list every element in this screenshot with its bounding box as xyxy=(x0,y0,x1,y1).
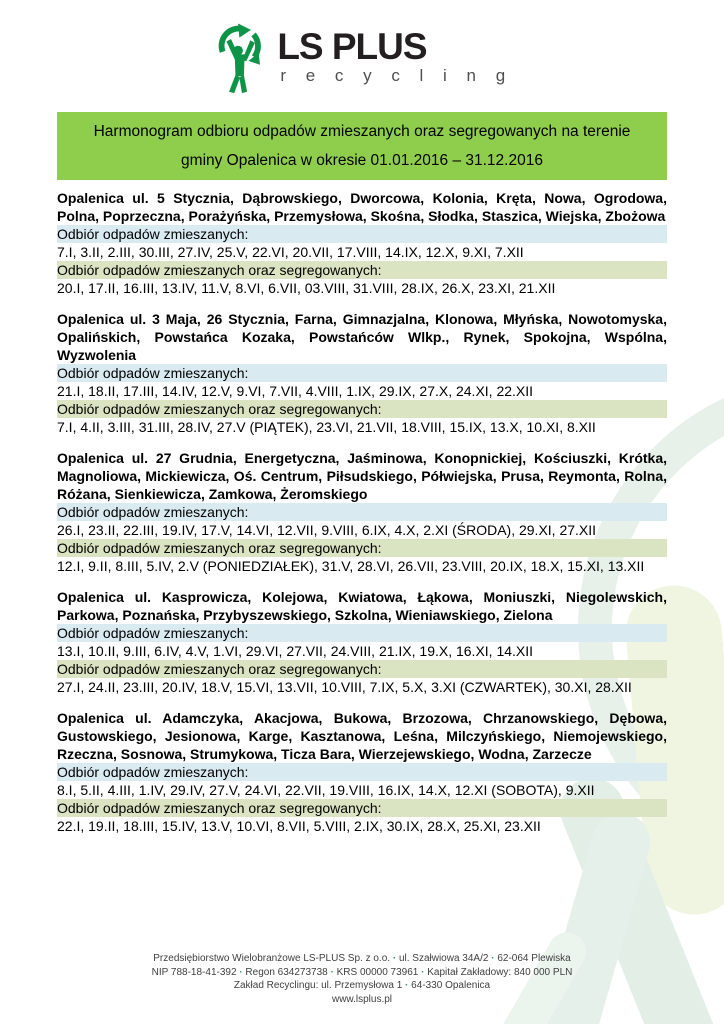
label-mixed-waste: Odbiór odpadów zmieszanych: xyxy=(57,763,667,781)
label-segregated-waste: Odbiór odpadów zmieszanych oraz segregowanych: xyxy=(57,799,667,817)
dates-segregated: 7.I, 4.II, 3.III, 31.III, 28.IV, 27.V (PIĄTEK), 23.VI, 21.VII, 18.VIII, 15.IX, 13.X, 10.XI, 8.XII xyxy=(57,419,596,435)
label-mixed-waste: Odbiór odpadów zmieszanych: xyxy=(57,624,667,642)
label-mixed-waste: Odbiór odpadów zmieszanych: xyxy=(57,225,667,243)
dates-segregated: 22.I, 19.II, 18.III, 15.IV, 13.V, 10.VI, 8.VII, 5.VIII, 2.IX, 30.IX, 28.X, 25.XI, 23.XII xyxy=(57,818,541,834)
banner-title-line2: gminy Opalenica w okresie 01.01.2016 – 31.12.2016 xyxy=(181,152,543,169)
section-streets-title: Opalenica ul. 5 Stycznia, Dąbrowskiego, Dworcowa, Kolonia, Kręta, Nowa, Ogrodowa, Polna, Poprzeczna, Porażyńska, Przemysłowa, Skośna, Słodka, Staszica, Wiejska, Zbożowa xyxy=(57,190,667,224)
recycling-figure-icon xyxy=(211,18,269,96)
dates-mixed: 8.I, 5.II, 4.III, 1.IV, 29.IV, 27.V, 24.VI, 22.VII, 19.VIII, 16.IX, 14.X, 12.XI (SOBOTA), 9.XII xyxy=(57,782,595,798)
footer-registration: NIP 788-18-41-392 · Regon 634273738 · KRS 00000 73961 · Kapitał Zakładowy: 840 000 PLN xyxy=(151,966,573,978)
dates-segregated: 12.I, 9.II, 8.III, 5.IV, 2.V (PONIEDZIAŁEK), 31.V, 28.VI, 26.VII, 23.VIII, 20.IX, 18.X, 15.XI, 13.XII xyxy=(57,558,645,574)
section-streets-title: Opalenica ul. Kasprowicza, Kolejowa, Kwiatowa, Łąkowa, Moniuszki, Niegolewskich, Parkowa, Poznańska, Przybyszewskiego, Szkolna, Wieniawskiego, Zielona xyxy=(57,589,667,623)
dates-mixed: 21.I, 18.II, 17.III, 14.IV, 12.V, 9.VI, 7.VII, 4.VIII, 1.IX, 29.IX, 27.X, 24.XI, 22.XII xyxy=(57,383,534,399)
banner-title-line1: Harmonogram odbioru odpadów zmieszanych oraz segregowanych na terenie xyxy=(93,123,631,140)
schedule-column xyxy=(57,189,667,835)
section-streets-title: Opalenica ul. Adamczyka, Akacjowa, Bukowa, Brzozowa, Chrzanowskiego, Dębowa, Gustowskiego, Jesionowa, Karge, Kasztanowa, Leśna, Milczyńskiego, Niemojewskiego, Rzeczna, Sosnowa, Strumykowa, Ticza Bara, Wierzejewskiego, Wodna, Zarzecze xyxy=(57,710,667,762)
schedule-section xyxy=(57,709,667,835)
dates-mixed: 7.I, 3.II, 2.III, 30.III, 27.IV, 25.V, 22.VI, 20.VII, 17.VIII, 14.IX, 12.X, 9.XI, 7.XII xyxy=(57,244,524,260)
footer-company-address: Przedsiębiorstwo Wielobranżowe LS-PLUS Sp. z o.o. · ul. Szałwiowa 34A/2 · 62-064 Plewiska xyxy=(153,953,571,964)
schedule-section xyxy=(57,189,667,297)
footer-recycling-plant: Zakład Recyclingu: ul. Przemysłowa 1 · 64-330 Opalenica xyxy=(233,980,491,991)
company-footer xyxy=(0,952,724,1006)
label-segregated-waste: Odbiór odpadów zmieszanych oraz segregowanych: xyxy=(57,539,667,557)
dates-mixed: 26.I, 23.II, 22.III, 19.IV, 17.V, 14.VI, 12.VII, 9.VIII, 6.IX, 4.X, 2.XI (ŚRODA), 29.XI, 27.XII xyxy=(57,522,597,538)
schedule-section xyxy=(57,588,667,696)
title-banner xyxy=(57,112,667,180)
logo xyxy=(0,0,724,98)
logo-wordmark: LS PLUS xyxy=(277,26,427,67)
dates-segregated: 20.I, 17.II, 16.III, 13.IV, 11.V, 8.VI, 6.VII, 03.VIII, 31.VIII, 28.IX, 26.X, 23.XI, 21.XII xyxy=(57,280,556,296)
dates-mixed: 13.I, 10.II, 9.III, 6.IV, 4.V, 1.VI, 29.VI, 27.VII, 24.VIII, 21.IX, 19.X, 16.XI, 14.XII xyxy=(57,643,534,659)
section-streets-title: Opalenica ul. 27 Grudnia, Energetyczna, Jaśminowa, Konopnickiej, Kościuszki, Krótka, Magnoliowa, Mickiewicza, Oś. Centrum, Piłsudskiego, Półwiejska, Prusa, Reymonta, Rolna, Różana, Sienkiewicza, Zamkowa, Żeromskiego xyxy=(57,450,667,502)
dates-segregated: 27.I, 24.II, 23.III, 20.IV, 18.V, 15.VI, 13.VII, 10.VIII, 7.IX, 5.X, 3.XI (CZWARTEK), 30.XI, 28.XII xyxy=(57,679,632,695)
schedule-section xyxy=(57,449,667,575)
label-segregated-waste: Odbiór odpadów zmieszanych oraz segregowanych: xyxy=(57,261,667,279)
label-segregated-waste: Odbiór odpadów zmieszanych oraz segregowanych: xyxy=(57,660,667,678)
label-segregated-waste: Odbiór odpadów zmieszanych oraz segregowanych: xyxy=(57,400,667,418)
footer-website: www.lsplus.pl xyxy=(331,993,393,1005)
schedule-section xyxy=(57,310,667,436)
label-mixed-waste: Odbiór odpadów zmieszanych: xyxy=(57,503,667,521)
logo-subtitle: r e c y c l i n g xyxy=(280,66,513,85)
label-mixed-waste: Odbiór odpadów zmieszanych: xyxy=(57,364,667,382)
section-streets-title: Opalenica ul. 3 Maja, 26 Stycznia, Farna, Gimnazjalna, Klonowa, Młyńska, Nowotomyska, Opalińskich, Powstańca Kozaka, Powstańców Wlkp., Rynek, Spokojna, Wspólna, Wyzwolenia xyxy=(57,311,667,363)
